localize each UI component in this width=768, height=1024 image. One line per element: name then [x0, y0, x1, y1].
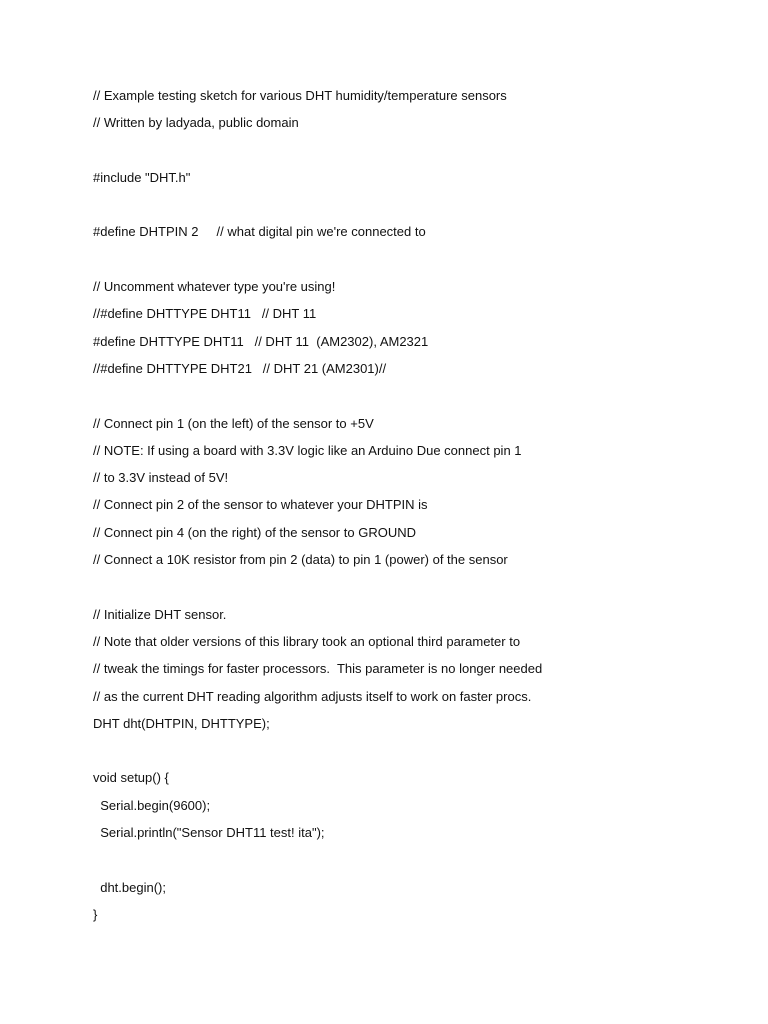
code-line: Serial.println("Sensor DHT11 test! ita");	[93, 825, 325, 841]
code-line: //#define DHTTYPE DHT11 // DHT 11	[93, 306, 317, 322]
code-line: #define DHTPIN 2 // what digital pin we're connected to	[93, 224, 426, 240]
code-line: // Initialize DHT sensor.	[93, 606, 227, 622]
code-line: dht.begin();	[93, 879, 166, 895]
code-line: }	[93, 906, 98, 922]
code-line: // as the current DHT reading algorithm adjusts itself to work on faster procs.	[93, 688, 532, 704]
code-line: //#define DHTTYPE DHT21 // DHT 21 (AM2301)//	[93, 360, 387, 376]
blank-line	[93, 851, 733, 878]
blank-line	[93, 578, 733, 605]
code-line: DHT dht(DHTPIN, DHTTYPE);	[93, 715, 270, 731]
code-line: // Written by ladyada, public domain	[93, 115, 299, 131]
code-line: #include "DHT.h"	[93, 169, 191, 185]
code-line: Serial.begin(9600);	[93, 797, 211, 813]
code-line: // Connect pin 1 (on the left) of the sensor to +5V	[93, 415, 374, 431]
blank-line	[93, 142, 733, 169]
code-line: // Connect pin 4 (on the right) of the sensor to GROUND	[93, 524, 416, 540]
blank-line	[93, 196, 733, 223]
code-line: // Note that older versions of this library took an optional third parameter to	[93, 633, 521, 649]
code-line: // Connect a 10K resistor from pin 2 (data) to pin 1 (power) of the sensor	[93, 552, 508, 568]
code-line: // Connect pin 2 of the sensor to whatever your DHTPIN is	[93, 497, 428, 513]
code-line: // to 3.3V instead of 5V!	[93, 470, 229, 486]
code-line: void setup() {	[93, 770, 169, 786]
code-line: // NOTE: If using a board with 3.3V logic like an Arduino Due connect pin 1	[93, 442, 522, 458]
code-line: // Example testing sketch for various DHT humidity/temperature sensors	[93, 88, 507, 103]
code-line: #define DHTTYPE DHT11 // DHT 11 (AM2302), AM2321	[93, 333, 429, 349]
blank-line	[93, 742, 733, 769]
blank-line	[93, 387, 733, 414]
code-line: // tweak the timings for faster processors. This parameter is no longer needed	[93, 661, 543, 677]
code-line: // Uncomment whatever type you're using!	[93, 279, 336, 295]
code-listing	[93, 87, 733, 933]
blank-line	[93, 251, 733, 278]
